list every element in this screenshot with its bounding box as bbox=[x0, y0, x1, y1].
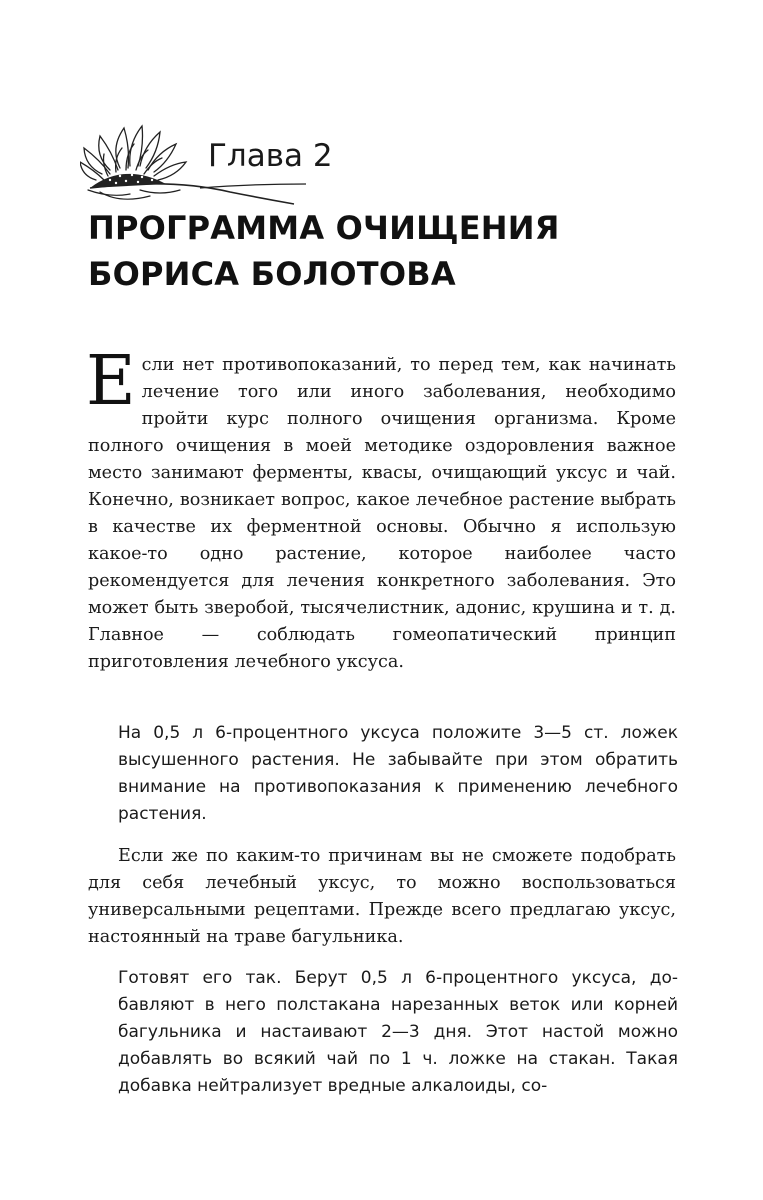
paragraph-intro bbox=[86, 342, 676, 676]
recipe-note-ledum: Готовят его так. Берут 0,5 л 6-процентного уксуса, добавляют в него полстакана нарезанных веток или корней багульника и настаивают 2—3 дня. Этот настой можно добавлять во всякий чай по 1 ч. ложке на стакан. Такая добавка нейтрализует вредные алкалоиды, со- bbox=[118, 968, 678, 1096]
paragraph-universal-recipes: Если же по каким-то причинам вы не сможете подобрать для себя лечебный уксус, то можно воспользоваться универсальными рецептами. Прежде всего предлагаю уксус, настоянный на траве багульника. bbox=[88, 846, 676, 947]
chapter-header bbox=[80, 118, 333, 210]
chapter-label: Глава 2 bbox=[208, 138, 333, 174]
chapter-title: ПРОГРАММА ОЧИЩЕНИЯ БОРИСА БОЛОТОВА bbox=[88, 209, 560, 293]
recipe-note-vinegar: На 0,5 л 6-процентного уксуса положите 3—5 ст. ложек высушенного растения. Не забывайте при этом обратить внимание на противопоказания к применению лечебного растения. bbox=[118, 723, 678, 824]
paragraph-intro-text: сли нет противопоказаний, то перед тем, как начинать лечение того или иного заболевания, необходимо пройти курс полного очищения организма. Кроме полного очищения в моей методике оздоровления важное место занимают ферменты, квасы, очищающий уксус и чай. Конечно, возникает вопрос, какое лечебное растение выбрать в качестве их ферментной основы. Обычно я использую какое-то одно растение, которое наиболее часто рекомендуется для лечения конкретного заболевания. Это может быть зверобой, тысячелистник, адонис, крушина и т. д. Главное — соблюдать гомеопатический принцип приготовления лечебного уксуса. bbox=[88, 355, 676, 672]
drop-cap: Е bbox=[86, 342, 136, 421]
